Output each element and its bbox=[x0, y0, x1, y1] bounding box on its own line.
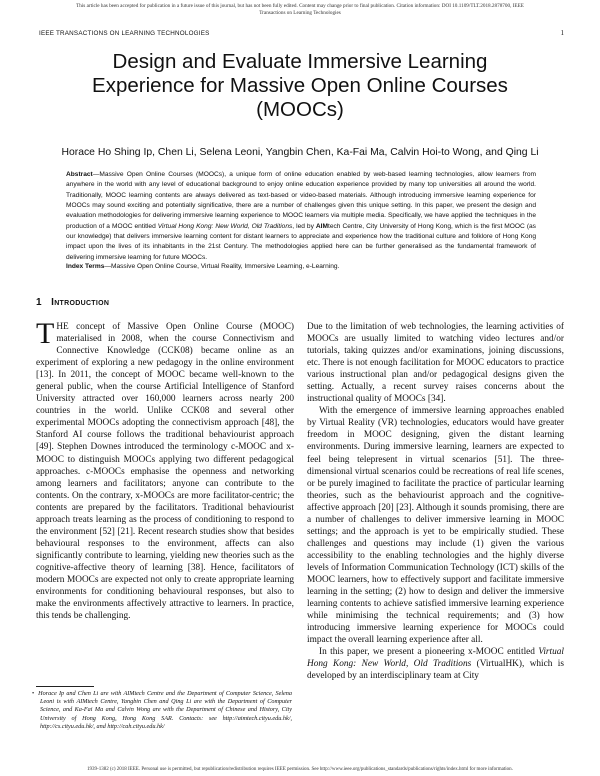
author-list: Horace Ho Shing Ip, Chen Li, Selena Leoni, Yangbin Chen, Ka-Fai Ma, Calvin Hoi-to Wong, and Qing Li bbox=[61, 147, 539, 158]
section-number: 1 bbox=[36, 297, 42, 308]
page-number: 1 bbox=[560, 29, 564, 37]
affiliation-footnote bbox=[32, 690, 292, 731]
intro-paragraph-1-text: HE concept of Massive Open Online Course (MOOC) materialised in 2008, when the course Connectivism and Connective Knowledge (CCK08) became online as an experiment of exploring a new pedagogy in the online environment [13]. In 2011, the concept of MOOC became well-known to the general public, when the course Artificial Intelligence of Stanford University attracted over 160,000 learners across nearly 200 countries in the world. Unlike CCK08 and several other experimental MOOCs adopting the connectivism approach [48], the Stanford AI course follows the traditional behaviourist approach [49]. Stephen Downes introduced the terminology c-MOOC and x-MOOC to distinguish MOOCs applying two different pedagogical approaches. c-MOOCs emphasise the openness and networking among learners and facilitators; anyone can contribute to the contents. On the contrary, x-MOOCs are more facilitator-centric; the contents are prepared by the facilitators. Traditional behaviourist approach treats learning as the process of conditioning to respond to the environment [52] [21]. Recent research studies show that besides behavioural responses to the environment, affects can also significantly contribute to learning, yielding new theories such as the cognitive-affective theory of learning [38]. Hence, facilitators of modern MOOCs are expected not only to create appropriate learning environments for conditioning behavioural responses, but also to make the environments affectively attractive to learners. In practice, this tends be challenging. bbox=[36, 322, 294, 622]
title-line-2: Experience for Massive Open Online Courses bbox=[92, 74, 508, 97]
right-column bbox=[307, 321, 564, 682]
paper-title bbox=[40, 50, 560, 122]
right-paragraph-3-b: (VirtualHK), which is developed by an interdisciplinary team at City bbox=[307, 659, 564, 682]
right-paragraph-3-title: Virtual Hong Kong: New World, Old Traditions bbox=[307, 647, 564, 670]
left-column bbox=[36, 317, 294, 622]
right-paragraph-3-a: In this paper, we present a pioneering x-MOOC entitled bbox=[319, 647, 539, 658]
running-head: IEEE TRANSACTIONS ON LEARNING TECHNOLOGIES bbox=[39, 30, 210, 37]
title-line-3: (MOOCs) bbox=[256, 98, 344, 121]
footnote-bullet: • bbox=[32, 690, 35, 697]
abstract-label: Abstract bbox=[66, 171, 93, 178]
publication-notice bbox=[0, 3, 600, 17]
abstract-text-a: Massive Open Online Courses (MOOCs), a unique form of online education enabled by web-based learning technologies, allow learners from anywhere in the world with any level of educational background to enjoy online education experience provided by many top universities all around the world. Traditionally, MOOC learning contents are always delivered as text-based or video-based materials. Although introducing immersive learning experience for MOOCs may sound exciting and potentially significative, there are a number of challenges given this unique setting. In this paper, we present the design and evaluation methodologies for delivering immersive learning experience to MOOC learners via multiple media. Specifically, we have applied the techniques in the production of a MOOC entitled bbox=[66, 171, 536, 230]
title-line-1: Design and Evaluate Immersive Learning bbox=[112, 50, 488, 73]
footnote-text: Horace Ip and Chen Li are with AIMtech Centre and the Department of Computer Science, Selena Leoni is with AIMtech Centre, Yangbin Chen and Qing Li are with the Department of Computer Science, and Ka-Fai Ma and Calvin Wong are with the Department of Chinese and History, City University of Hong Kong, Hong Kong SAR. Contacts: see http://aimtech.cityu.edu.hk/, http://cs.cityu.edu.hk/, and http://cah.cityu.edu.hk/ bbox=[38, 690, 292, 730]
publication-notice-line2: Transactions on Learning Technologies bbox=[259, 10, 341, 16]
abstract-aim-label: AIM bbox=[315, 222, 328, 230]
drop-cap: T bbox=[36, 317, 55, 350]
section-heading bbox=[36, 297, 109, 308]
right-paragraph-2: With the emergence of immersive learning approaches enabled by Virtual Reality (VR) technologies, educators would have greater freedom in MOOC designing, given the distant learning environments. During immersive learning, learners are expected to feel being telepresent in virtual scenarios [51]. The three-dimensional virtual scenarios could be recreations of real life scenes, or be purely imagined to facilitate the practice of particular learning theories, such as the behaviourist approach and the cognitive-affective approach [20] [23]. Although it sounds promising, there are a number of challenges to deliver immersive learning in MOOC settings; and the approach is yet to be empirically studied. These challenges and questions may include (1) given the various accessibility to the enabling technologies and the highly diverse levels of Information Communication Technology (ICT) skills of the MOOC learners, how to effectively support and facilitate immersive learning in the setting; (2) how to design and deliver the immersive learning contents to achieve satisfied immersive learning experience while minimising the technical requirements; and (3) how introducing immersive learning experience for MOOCs could impact the overall learning experience after all. bbox=[307, 406, 564, 646]
footnote-rule bbox=[36, 686, 94, 687]
publication-notice-line1: This article has been accepted for publication in a future issue of this journal, but has not been fully edited. Content may change prior to final publication. Citation information: DOI 10.1109/TLT.2018.2878700, IEEE bbox=[76, 3, 524, 9]
section-title: Introduction bbox=[51, 297, 110, 308]
index-terms: Index Terms—Massive Open Online Course, Virtual Reality, Immersive Learning, e-Learning. bbox=[66, 263, 340, 270]
index-terms-text: Massive Open Online Course, Virtual Reality, Immersive Learning, e-Learning. bbox=[110, 263, 340, 270]
copyright-footer: 1939-1382 (c) 2018 IEEE. Personal use is permitted, but republication/redistribution requires IEEE permission. See http://www.ieee.org/publications_standards/publications/rights/index.html for more information. bbox=[87, 767, 513, 772]
abstract-text-c: tech Centre, City University of Hong Kong, which is the first MOOC (as our knowledge) that delivers immersive learning content for distant learners to appreciate and experience how the traditional culture and folklore of Hong Kong impact upon the lives of its inhabitants in the 21st Century. The methodologies applied here can be further generalised as the fundamental framework of delivering immersive learning for future MOOCs. bbox=[66, 222, 536, 261]
abstract-text-b: , led by bbox=[292, 222, 316, 230]
intro-paragraph-1 bbox=[36, 317, 294, 622]
abstract: Abstract—Massive Open Online Courses (MOOCs), a unique form of online education enabled by web-based learning technologies, allow learners from anywhere in the world with any level of educational background to enjoy online education experience provided by many top universities all around the world. Traditionally, MOOC learning contents are always delivered as text-based or video-based materials. Although introducing immersive learning experience for MOOCs may sound exciting and potentially significative, there are a number of challenges given this unique setting. In this paper, we present the design and evaluation methodologies for delivering immersive learning experience to MOOC learners via multiple media. Specifically, we have applied the techniques in the production of a MOOC entitled Virtual Hong Kong: New World, Old Traditions, led by AIMtech Centre, City University of Hong Kong, which is the first MOOC (as our knowledge) that delivers immersive learning content for distant learners to appreciate and experience how the traditional culture and folklore of Hong Kong impact upon the lives of its inhabitants in the 21st Century. The methodologies applied here can be further generalised as the fundamental framework of delivering immersive learning for future MOOCs. bbox=[66, 171, 536, 261]
index-terms-label: Index Terms bbox=[66, 263, 105, 270]
right-paragraph-3 bbox=[307, 646, 564, 682]
abstract-course-title: Virtual Hong Kong: New World, Old Traditions bbox=[157, 222, 293, 230]
right-paragraph-1: Due to the limitation of web technologies, the learning activities of MOOCs are usually limited to watching video lectures and/or tutorials, taking quizzes and/or examinations, joining discussions, etc. There is not enough facilitation for MOOC educators to practice various instructional plan and/or pedagogical designs given the setting. Actually, a recent survey raises concerns about the instructional quality of MOOCs [34]. bbox=[307, 322, 564, 405]
